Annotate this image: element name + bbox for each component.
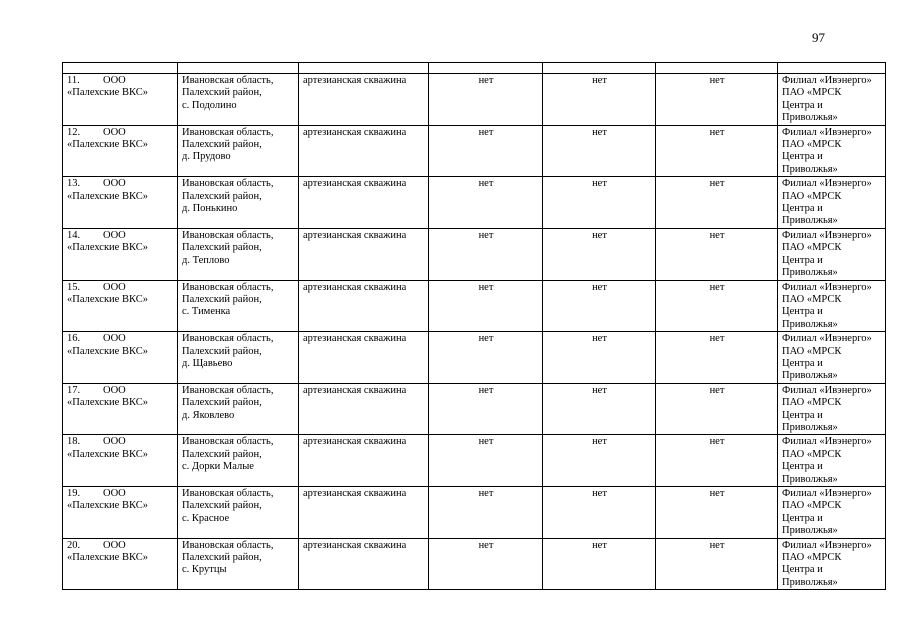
supplier-cell bbox=[778, 435, 886, 487]
value-6: нет bbox=[709, 488, 725, 499]
header-cell bbox=[778, 63, 886, 74]
address-district: Палехский район, bbox=[182, 552, 262, 564]
table-row bbox=[63, 383, 886, 435]
supplier-line: ПАО «МРСК bbox=[782, 552, 842, 564]
value-4: нет bbox=[478, 333, 494, 345]
supplier-line: ПАО «МРСК bbox=[782, 87, 842, 99]
address-district: Палехский район, bbox=[182, 345, 262, 357]
supplier-line: Приволжья» bbox=[782, 576, 838, 588]
supplier-cell bbox=[778, 125, 886, 177]
table-row bbox=[63, 125, 886, 177]
value-5: нет bbox=[592, 178, 607, 190]
value-6: нет bbox=[709, 436, 725, 448]
source-type: артезианская скважина bbox=[303, 126, 407, 138]
value-cell-6 bbox=[656, 280, 778, 332]
value-cell-5 bbox=[543, 435, 656, 487]
row-number: 14. bbox=[67, 229, 81, 241]
value-6: нет bbox=[709, 281, 725, 293]
address-region: Ивановская область, bbox=[182, 178, 274, 190]
supplier-line: Приволжья» bbox=[782, 112, 838, 124]
row-number: 12. bbox=[67, 126, 81, 138]
supplier-cell bbox=[778, 383, 886, 435]
value-6: нет bbox=[709, 539, 725, 551]
supplier-line: Филиал «Ивэнерго» bbox=[782, 126, 872, 138]
address-cell bbox=[178, 435, 299, 487]
supplier-cell bbox=[778, 74, 886, 126]
source-cell bbox=[299, 228, 429, 280]
organization-cell bbox=[63, 125, 178, 177]
supplier-line: ПАО «МРСК bbox=[782, 293, 842, 305]
value-cell-5 bbox=[543, 280, 656, 332]
address-cell bbox=[178, 280, 299, 332]
value-cell-5 bbox=[543, 177, 656, 229]
organization-cell bbox=[63, 74, 178, 126]
supplier-line: Центра и bbox=[782, 306, 823, 318]
address-settlement: с. Красное bbox=[182, 512, 230, 524]
org-name: «Палехские ВКС» bbox=[67, 139, 148, 151]
value-4: нет bbox=[478, 539, 494, 551]
value-cell-5 bbox=[543, 125, 656, 177]
source-cell bbox=[299, 125, 429, 177]
supplier-line: Центра и bbox=[782, 203, 823, 215]
table-row bbox=[63, 435, 886, 487]
source-type: артезианская скважина bbox=[303, 75, 407, 86]
org-name: «Палехские ВКС» bbox=[67, 500, 148, 512]
address-district: Палехский район, bbox=[182, 139, 262, 151]
org-form: ООО bbox=[103, 539, 126, 551]
address-region: Ивановская область, bbox=[182, 229, 274, 241]
org-form: ООО bbox=[103, 178, 126, 190]
value-6: нет bbox=[709, 75, 725, 86]
source-cell bbox=[299, 177, 429, 229]
supplier-line: Филиал «Ивэнерго» bbox=[782, 539, 872, 551]
row-number: 15. bbox=[67, 281, 81, 293]
supplier-cell bbox=[778, 280, 886, 332]
supplier-line: ПАО «МРСК bbox=[782, 500, 842, 512]
value-cell-6 bbox=[656, 125, 778, 177]
table-row bbox=[63, 280, 886, 332]
source-type: артезианская скважина bbox=[303, 539, 407, 551]
row-number: 13. bbox=[67, 178, 81, 190]
supplier-line: Приволжья» bbox=[782, 318, 838, 330]
supplier-line: Центра и bbox=[782, 99, 823, 111]
supplier-line: ПАО «МРСК bbox=[782, 190, 842, 202]
address-cell bbox=[178, 487, 299, 539]
value-cell-4 bbox=[429, 332, 543, 384]
organization-cell bbox=[63, 280, 178, 332]
supplier-cell bbox=[778, 487, 886, 539]
value-6: нет bbox=[709, 178, 725, 190]
source-cell bbox=[299, 435, 429, 487]
value-5: нет bbox=[592, 281, 607, 293]
value-cell-6 bbox=[656, 538, 778, 590]
org-name: «Палехские ВКС» bbox=[67, 242, 148, 254]
address-region: Ивановская область, bbox=[182, 281, 274, 293]
address-settlement: с. Крутцы bbox=[182, 564, 227, 576]
supplier-line: Филиал «Ивэнерго» bbox=[782, 436, 872, 448]
row-number: 11. bbox=[67, 75, 80, 86]
address-cell bbox=[178, 538, 299, 590]
supplier-line: Приволжья» bbox=[782, 267, 838, 279]
org-name: «Палехские ВКС» bbox=[67, 448, 148, 460]
supplier-cell bbox=[778, 228, 886, 280]
address-region: Ивановская область, bbox=[182, 488, 274, 499]
address-district: Палехский район, bbox=[182, 397, 262, 409]
supplier-cell bbox=[778, 538, 886, 590]
org-form: ООО bbox=[103, 126, 126, 138]
address-region: Ивановская область, bbox=[182, 75, 274, 86]
source-type: артезианская скважина bbox=[303, 488, 407, 499]
value-5: нет bbox=[592, 75, 607, 86]
address-region: Ивановская область, bbox=[182, 384, 274, 396]
header-row bbox=[63, 63, 886, 74]
value-4: нет bbox=[478, 281, 494, 293]
address-cell bbox=[178, 332, 299, 384]
source-type: артезианская скважина bbox=[303, 281, 407, 293]
supplier-line: Центра и bbox=[782, 564, 823, 576]
supplier-line: Центра и bbox=[782, 512, 823, 524]
header-cell bbox=[543, 63, 656, 74]
org-form: ООО bbox=[103, 229, 126, 241]
supplier-line: Приволжья» bbox=[782, 163, 838, 175]
value-4: нет bbox=[478, 384, 494, 396]
value-5: нет bbox=[592, 333, 607, 345]
organization-cell bbox=[63, 332, 178, 384]
source-type: артезианская скважина bbox=[303, 229, 407, 241]
value-cell-4 bbox=[429, 280, 543, 332]
address-cell bbox=[178, 177, 299, 229]
address-settlement: д. Яковлево bbox=[182, 409, 235, 421]
table-row bbox=[63, 487, 886, 539]
org-form: ООО bbox=[103, 488, 126, 499]
address-settlement: д. Понькино bbox=[182, 203, 238, 215]
value-cell-4 bbox=[429, 538, 543, 590]
row-number: 17. bbox=[67, 384, 81, 396]
value-cell-5 bbox=[543, 538, 656, 590]
value-4: нет bbox=[478, 229, 494, 241]
value-4: нет bbox=[478, 126, 494, 138]
value-cell-6 bbox=[656, 383, 778, 435]
source-cell bbox=[299, 332, 429, 384]
value-5: нет bbox=[592, 539, 607, 551]
supplier-line: Филиал «Ивэнерго» bbox=[782, 178, 872, 190]
address-region: Ивановская область, bbox=[182, 436, 274, 448]
address-district: Палехский район, bbox=[182, 293, 262, 305]
supplier-line: ПАО «МРСК bbox=[782, 242, 842, 254]
value-4: нет bbox=[478, 436, 494, 448]
row-number: 20. bbox=[67, 539, 81, 551]
supplier-line: Приволжья» bbox=[782, 473, 838, 485]
supplier-line: Центра и bbox=[782, 254, 823, 266]
value-5: нет bbox=[592, 126, 607, 138]
org-name: «Палехские ВКС» bbox=[67, 190, 148, 202]
address-cell bbox=[178, 383, 299, 435]
address-district: Палехский район, bbox=[182, 242, 262, 254]
address-cell bbox=[178, 228, 299, 280]
address-settlement: д. Прудово bbox=[182, 151, 231, 163]
value-cell-6 bbox=[656, 228, 778, 280]
table-row bbox=[63, 538, 886, 590]
source-cell bbox=[299, 383, 429, 435]
supplier-line: Центра и bbox=[782, 357, 823, 369]
address-settlement: д. Щавьево bbox=[182, 357, 233, 369]
supplier-line: Филиал «Ивэнерго» bbox=[782, 75, 872, 86]
header-cell bbox=[429, 63, 543, 74]
value-cell-5 bbox=[543, 332, 656, 384]
organization-cell bbox=[63, 228, 178, 280]
org-form: ООО bbox=[103, 281, 126, 293]
value-cell-6 bbox=[656, 177, 778, 229]
organization-cell bbox=[63, 383, 178, 435]
address-settlement: с. Дорки Малые bbox=[182, 461, 254, 473]
table-row bbox=[63, 332, 886, 384]
supplier-line: ПАО «МРСК bbox=[782, 448, 842, 460]
organization-cell bbox=[63, 538, 178, 590]
source-type: артезианская скважина bbox=[303, 436, 407, 448]
org-name: «Палехские ВКС» bbox=[67, 293, 148, 305]
value-cell-6 bbox=[656, 332, 778, 384]
value-5: нет bbox=[592, 436, 607, 448]
address-region: Ивановская область, bbox=[182, 333, 274, 345]
org-form: ООО bbox=[103, 384, 126, 396]
org-name: «Палехские ВКС» bbox=[67, 397, 148, 409]
header-cell bbox=[63, 63, 178, 74]
supplier-line: Центра и bbox=[782, 409, 823, 421]
value-4: нет bbox=[478, 178, 494, 190]
value-cell-6 bbox=[656, 487, 778, 539]
organization-cell bbox=[63, 487, 178, 539]
source-cell bbox=[299, 74, 429, 126]
address-region: Ивановская область, bbox=[182, 539, 274, 551]
value-cell-6 bbox=[656, 435, 778, 487]
value-cell-4 bbox=[429, 74, 543, 126]
org-form: ООО bbox=[103, 436, 126, 448]
supplier-line: ПАО «МРСК bbox=[782, 345, 842, 357]
supplier-line: Центра и bbox=[782, 151, 823, 163]
address-settlement: с. Подолино bbox=[182, 99, 237, 111]
source-cell bbox=[299, 280, 429, 332]
value-5: нет bbox=[592, 488, 607, 499]
value-6: нет bbox=[709, 333, 725, 345]
value-cell-4 bbox=[429, 177, 543, 229]
value-6: нет bbox=[709, 384, 725, 396]
header-cell bbox=[656, 63, 778, 74]
table-row bbox=[63, 177, 886, 229]
row-number: 18. bbox=[67, 436, 81, 448]
address-district: Палехский район, bbox=[182, 448, 262, 460]
source-cell bbox=[299, 538, 429, 590]
supplier-line: Филиал «Ивэнерго» bbox=[782, 281, 872, 293]
value-cell-5 bbox=[543, 228, 656, 280]
value-cell-4 bbox=[429, 487, 543, 539]
supplier-line: ПАО «МРСК bbox=[782, 139, 842, 151]
org-form: ООО bbox=[103, 333, 126, 345]
value-cell-5 bbox=[543, 74, 656, 126]
supplier-line: Приволжья» bbox=[782, 421, 838, 433]
supplier-line: Филиал «Ивэнерго» bbox=[782, 229, 872, 241]
value-cell-5 bbox=[543, 487, 656, 539]
value-6: нет bbox=[709, 229, 725, 241]
address-settlement: д. Теплово bbox=[182, 254, 230, 266]
value-cell-5 bbox=[543, 383, 656, 435]
value-5: нет bbox=[592, 384, 607, 396]
table-row bbox=[63, 74, 886, 126]
header-cell bbox=[178, 63, 299, 74]
supplier-line: Филиал «Ивэнерго» bbox=[782, 384, 872, 396]
value-4: нет bbox=[478, 75, 494, 86]
row-number: 19. bbox=[67, 488, 81, 499]
supplier-line: Приволжья» bbox=[782, 525, 838, 537]
value-6: нет bbox=[709, 126, 725, 138]
organization-cell bbox=[63, 177, 178, 229]
source-type: артезианская скважина bbox=[303, 384, 407, 396]
org-name: «Палехские ВКС» bbox=[67, 552, 148, 564]
value-4: нет bbox=[478, 488, 494, 499]
org-name: «Палехские ВКС» bbox=[67, 345, 148, 357]
address-district: Палехский район, bbox=[182, 190, 262, 202]
value-cell-4 bbox=[429, 125, 543, 177]
org-name: «Палехские ВКС» bbox=[67, 87, 148, 99]
address-district: Палехский район, bbox=[182, 500, 262, 512]
source-type: артезианская скважина bbox=[303, 178, 407, 190]
page-number: 97 bbox=[812, 30, 825, 45]
address-cell bbox=[178, 74, 299, 126]
address-cell bbox=[178, 125, 299, 177]
value-cell-6 bbox=[656, 74, 778, 126]
supplier-line: Приволжья» bbox=[782, 215, 838, 227]
address-district: Палехский район, bbox=[182, 87, 262, 99]
supplier-cell bbox=[778, 332, 886, 384]
value-cell-4 bbox=[429, 228, 543, 280]
value-cell-4 bbox=[429, 383, 543, 435]
address-settlement: с. Тименка bbox=[182, 306, 231, 318]
water-sources-table bbox=[62, 62, 886, 590]
org-form: ООО bbox=[103, 75, 126, 86]
address-region: Ивановская область, bbox=[182, 126, 274, 138]
supplier-line: ПАО «МРСК bbox=[782, 397, 842, 409]
header-cell bbox=[299, 63, 429, 74]
supplier-line: Филиал «Ивэнерго» bbox=[782, 488, 872, 499]
supplier-line: Центра и bbox=[782, 461, 823, 473]
value-cell-4 bbox=[429, 435, 543, 487]
value-5: нет bbox=[592, 229, 607, 241]
supplier-cell bbox=[778, 177, 886, 229]
table-row bbox=[63, 228, 886, 280]
row-number: 16. bbox=[67, 333, 81, 345]
supplier-line: Приволжья» bbox=[782, 370, 838, 382]
source-cell bbox=[299, 487, 429, 539]
source-type: артезианская скважина bbox=[303, 333, 407, 345]
organization-cell bbox=[63, 435, 178, 487]
supplier-line: Филиал «Ивэнерго» bbox=[782, 333, 872, 345]
